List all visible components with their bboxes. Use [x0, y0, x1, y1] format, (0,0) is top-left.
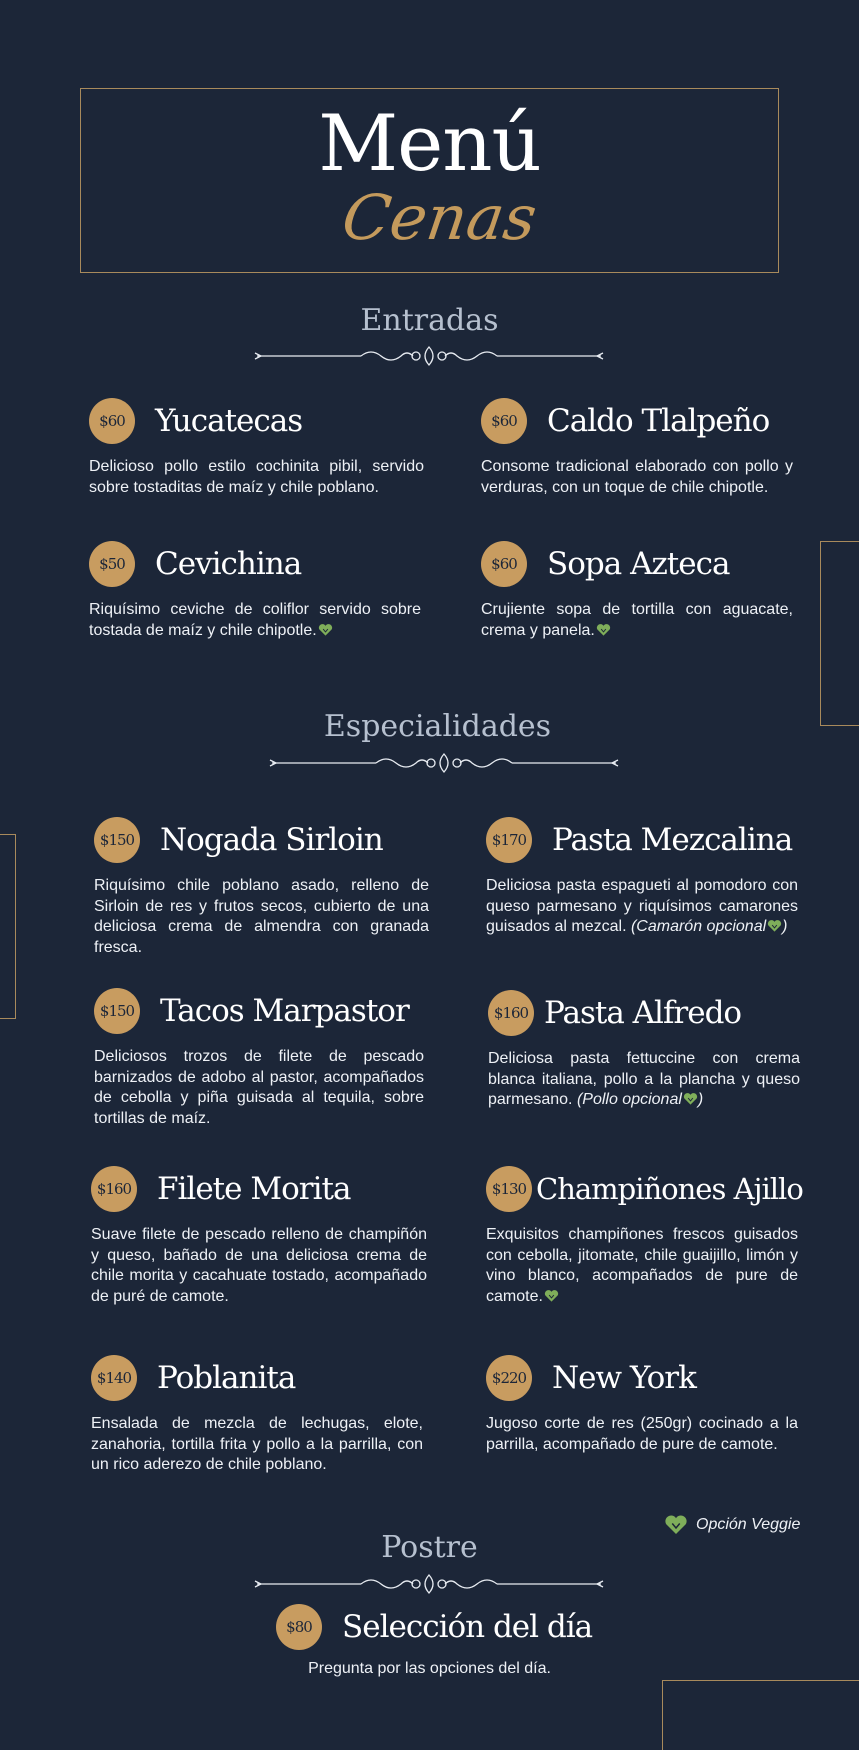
menu-item-new-york [486, 1354, 798, 1455]
decorative-frame [820, 541, 859, 726]
veggie-heart-icon [544, 1289, 559, 1303]
price-badge: $150 [94, 817, 140, 863]
menu-item-yucatecas [89, 397, 424, 498]
veggie-heart-icon [596, 623, 611, 637]
price-badge: $50 [89, 541, 135, 587]
menu-title: Menú [318, 99, 541, 189]
price-badge: $80 [276, 1604, 322, 1650]
menu-item-filete-morita [91, 1165, 427, 1307]
item-description: Riquísimo chile poblano asado, relleno de Sirloin de res y frutos secos, cubierto de una deliciosa crema de almendra con granada fresca. [94, 877, 429, 956]
item-description: Riquísimo ceviche de coliflor servido sobre tostada de maíz y chile chipotle. [89, 601, 421, 639]
flourish-divider [268, 751, 620, 775]
item-description: Suave filete de pescado relleno de champiñón y queso, bañado de una deliciosa crema de chile morita y cacahuate tostado, acompañado de puré de camote. [91, 1226, 427, 1305]
item-name: New York [552, 1360, 696, 1396]
item-description: Deliciosa pasta espagueti al pomodoro con queso parmesano y riquísimos camarones guisados al mezcal. (Camarón opcional ) [486, 877, 798, 935]
decorative-frame [662, 1680, 859, 1750]
price-badge: $160 [91, 1166, 137, 1212]
section-title-entradas: Entradas [360, 303, 499, 338]
menu-item-tacos-marpastor [94, 987, 424, 1129]
menu-item-pasta-alfredo [488, 989, 800, 1111]
item-description: Consome tradicional elaborado con pollo y verduras, con un toque de chile chipotle. [481, 458, 793, 496]
menu-item-sopa-azteca [481, 540, 793, 641]
item-description: Jugoso corte de res (250gr) cocinado a la parrilla, acompañado de pure de camote. [486, 1415, 798, 1453]
price-badge: $160 [488, 990, 534, 1036]
decorative-frame [0, 834, 16, 1019]
menu-subtitle: Cenas [337, 181, 542, 254]
item-name: Pasta Mezcalina [552, 822, 793, 858]
item-description: Deliciosa pasta fettuccine con crema blanca italiana, pollo a la plancha y queso parmesano. (Pollo opcional ) [488, 1050, 800, 1108]
item-name: Caldo Tlalpeño [547, 403, 770, 439]
price-badge: $170 [486, 817, 532, 863]
menu-item-pasta-mezcalina [486, 816, 798, 938]
item-description: Delicioso pollo estilo cochinita pibil, servido sobre tostaditas de maíz y chile poblano. [89, 458, 424, 496]
price-badge: $60 [89, 398, 135, 444]
item-description: Ensalada de mezcla de lechugas, elote, zanahoria, tortilla frita y pollo a la parrilla, con un rico aderezo de chile poblano. [91, 1415, 423, 1473]
price-badge: $130 [486, 1166, 532, 1212]
item-description: Crujiente sopa de tortilla con aguacate, crema y panela. [481, 601, 793, 639]
menu-item-caldo-tlalpeno [481, 397, 793, 498]
item-description: Deliciosos trozos de filete de pescado barnizados de adobo al pastor, acompañados de cebolla y piña guisada al tequila, sobre tortillas de maíz. [94, 1048, 424, 1127]
item-description: Exquisitos champiñones frescos guisados con cebolla, jitomate, chile guaijillo, limón y vino blanco, acompañados de pure de camote. [486, 1226, 798, 1305]
item-name: Nogada Sirloin [160, 822, 383, 858]
price-badge: $220 [486, 1355, 532, 1401]
menu-item-poblanita [91, 1354, 423, 1476]
flourish-divider [253, 1572, 605, 1596]
item-name: Cevichina [155, 546, 302, 582]
item-name: Champiñones Ajillo [536, 1172, 803, 1206]
item-name: Selección del día [342, 1609, 593, 1645]
item-name: Poblanita [157, 1360, 296, 1396]
item-name: Filete Morita [157, 1171, 351, 1207]
veggie-legend-label: Opción Veggie [696, 1516, 801, 1533]
flourish-divider [253, 344, 605, 368]
item-name: Pasta Alfredo [544, 995, 742, 1031]
section-title-postre: Postre [381, 1530, 478, 1565]
menu-item-nogada-sirloin [94, 816, 429, 958]
menu-item-champinones-ajillo [486, 1165, 803, 1307]
price-badge: $60 [481, 541, 527, 587]
veggie-heart-icon [318, 623, 333, 637]
item-name: Sopa Azteca [547, 546, 730, 582]
veggie-heart-icon [683, 1092, 698, 1106]
item-name: Tacos Marpastor [160, 993, 409, 1029]
menu-header-frame [80, 88, 779, 273]
item-description: Pregunta por las opciones del día. [308, 1660, 551, 1677]
menu-item-cevichina [89, 540, 421, 641]
section-title-especialidades: Especialidades [323, 709, 552, 744]
menu-item-postre [276, 1604, 592, 1650]
price-badge: $140 [91, 1355, 137, 1401]
price-badge: $150 [94, 988, 140, 1034]
price-badge: $60 [481, 398, 527, 444]
item-name: Yucatecas [155, 403, 303, 439]
veggie-heart-icon [767, 919, 782, 933]
